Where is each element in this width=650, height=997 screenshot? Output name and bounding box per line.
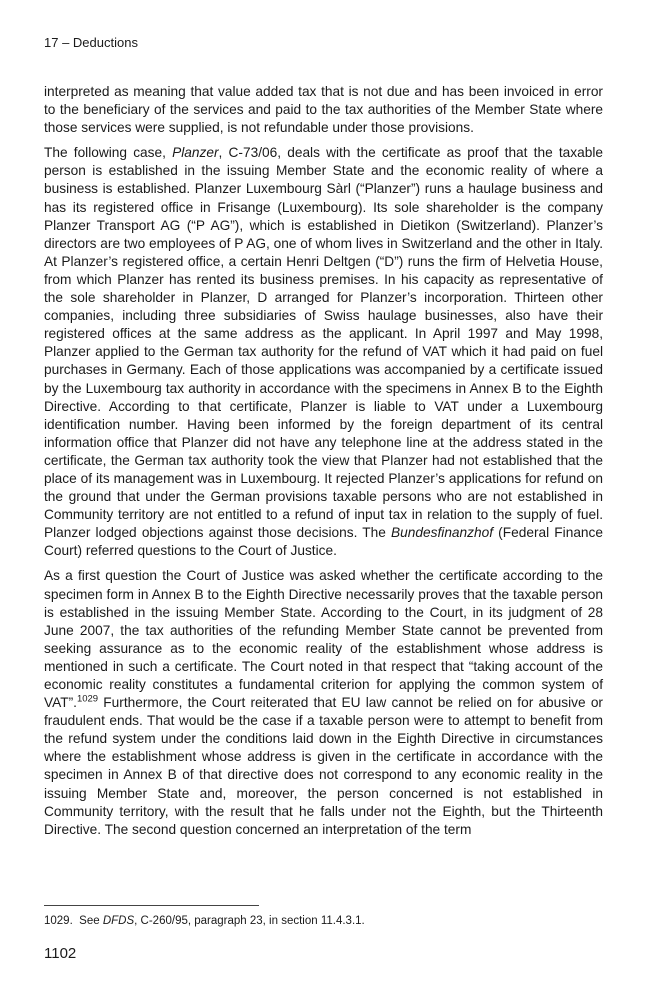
paragraph-2 bbox=[44, 144, 603, 560]
footnote-see: See bbox=[79, 915, 103, 927]
paragraph-1: interpreted as meaning that value added tax that is not due and has been invoiced in error to the beneficiary of the services and paid to the tax authorities of the Member State where those services were supplied, is not refundable under those provisions. bbox=[44, 84, 603, 136]
case-name-planzer: Planzer bbox=[172, 145, 219, 161]
body-text bbox=[44, 83, 603, 846]
page-number: 1102 bbox=[44, 945, 77, 962]
footnote-reference: 1029 bbox=[76, 693, 99, 705]
paragraph-2-text-a: The following case, bbox=[44, 145, 173, 161]
court-name: Bundesfinanzhof bbox=[391, 525, 494, 541]
paragraph-2-text-c: (Federal Finance Court) referred questions to the Court of Justice. bbox=[44, 525, 603, 559]
paragraph-3 bbox=[44, 567, 603, 838]
paragraph-2-text-b: , C-73/06, deals with the certificate as proof that the taxable person is established in the issuing Member State and the economic reality of where a business is established. Planzer Luxembourg Sàrl (“Planzer”) runs a haulage business and has its registered office in Frisange (Luxembourg). Its sole shareholder is the company Planzer Transport AG (“P AG”), which is established in Dietikon (Switzerland). Planzer’s directors are two employees of P AG, one of whom lives in Switzerland and the other in Italy. At Planzer’s registered office, a certain Henri Deltgen (“D”) runs the firm of Helvetia House, from which Planzer has rented its business premises. In his capacity as representative of the sole shareholder in Planzer, D arranged for Planzer’s incorporation. Thirteen other companies, including three subsidiaries of Swiss haulage businesses, also have their registered offices at the same address as the applicant. In April 1997 and May 1998, Planzer applied to the German tax authority for the refund of VAT which it had paid on fuel purchases in Germany. Each of those applications was accompanied by a certificate issued by the Luxembourg tax authority in accordance with the specimens in Annex B to the Eighth Directive. According to that certificate, Planzer is liable to VAT under a Luxembourg identification number. Having been informed by the foreign department of its central information office that Planzer did not have any telephone line at the address stated in the certificate, the German tax authority took the view that Planzer had not established that the place of its management was in Luxembourg. It rejected Planzer’s applications for refund on the ground that under the German provisions taxable persons who are not established in Community territory are not entitled to a refund of input tax in relation to the supply of fuel. Planzer lodged objections against those decisions. The bbox=[44, 145, 604, 541]
footnote-text: , C-260/95, paragraph 23, in section 11.4.3.1. bbox=[134, 915, 365, 927]
paragraph-3-text-b: Furthermore, the Court reiterated that EU law cannot be relied on for abusive or fraudulent ends. That would be the case if a taxable person were to attempt to benefit from the refund system under the conditions laid down in the Eighth Directive in circumstances where the establishment whose address is given in the certificate in accordance with the specimen in Annex B of that directive does not correspond to any economic reality in the issuing Member State and, moreover, the person concerned is not established in Community territory, with the result that he falls under not the Eighth, but the Thirteenth Directive. The second question concerned an interpretation of the term bbox=[44, 695, 603, 837]
footnote-divider bbox=[44, 905, 259, 906]
footnote-number: 1029. bbox=[44, 915, 73, 927]
running-header: 17 – Deductions bbox=[44, 35, 138, 50]
paragraph-3-text-a: As a first question the Court of Justice was asked whether the certificate according to the specimen form in Annex B to the Eighth Directive necessarily proves that the taxable person is established in the issuing Member State. According to the Court, in its judgment of 28 June 2007, the tax authorities of the refunding Member State cannot be prevented from seeking assurance as to the economic reality of the establishment whose address is mentioned in such a certificate. The Court noted in that respect that “taking account of the economic reality constitutes a fundamental criterion for applying the common system of VAT”. bbox=[44, 568, 603, 711]
footnote bbox=[44, 913, 365, 929]
footnote-case-name: DFDS bbox=[102, 915, 135, 927]
